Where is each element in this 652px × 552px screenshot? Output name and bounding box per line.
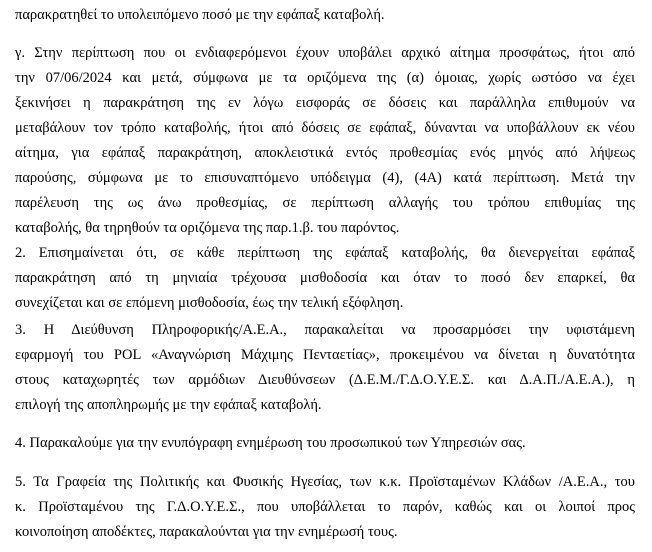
paragraph-line: παρούσης, σύμφωνα με το επισυναπτόμενο υπόδειγμα (4), (4Α) κατά περίπτωση. Μετά την (15, 170, 635, 186)
paragraph-line: παρακρατηθεί το υπολειπόμενο ποσό με την εφάπαξ καταβολή. (15, 7, 385, 23)
paragraph-line: αίτημα, για εφάπαξ παρακράτηση, αποκλειστικά εντός προθεσμίας ενός μηνός από λήψεως (15, 145, 635, 161)
paragraph-item-3 (15, 318, 635, 418)
paragraph-line: 2. Επισημαίνεται ότι, σε κάθε περίπτωση της εφάπαξ καταβολής, θα διενεργείται εφάπαξ (15, 245, 635, 261)
paragraph-line: κ. Προϊσταμένου της Γ.Δ.Ο.Υ.Ε.Σ., που υποβάλλεται το παρόν, καθώς και οι λοιποί προς (15, 499, 635, 515)
paragraph-line: παρέλευση της ως άνω προθεσμίας, σε περίπτωση αλλαγής του τρόπου επιθυμίας της (15, 195, 635, 211)
paragraph-item-c (15, 41, 635, 241)
paragraph-item-4 (15, 431, 635, 456)
paragraph-line: στους καταχωρητές των αρμόδιων Διευθύνσεων (Δ.Ε.Μ./Γ.Δ.Ο.Υ.Ε.Σ. και Δ.Α.Π./Α.Ε.Α.), η (15, 372, 635, 388)
paragraph-line: μεταβάλουν τον τρόπο καταβολής, ήτοι από δόσεις σε εφάπαξ, δύνανται να υποβάλλουν εκ νέου (15, 120, 635, 136)
paragraph-line: παρακράτηση από τη μηνιαία τρέχουσα μισθοδοσία και όταν το ποσό δεν επαρκεί, θα (15, 270, 635, 286)
paragraph-line: κοινοποίηση αποδέκτες, παρακαλούνται για την ενημέρωσή τους. (15, 524, 398, 540)
paragraph-line: καταβολής, θα τηρηθούν τα οριζόμενα της παρ.1.β. του παρόντος. (15, 220, 400, 236)
paragraph-line: 5. Τα Γραφεία της Πολιτικής και Φυσικής Ηγεσίας, των κ.κ. Προϊσταμένων Κλάδων /Α.Ε.Α., του (15, 474, 635, 490)
paragraph-intro-tail (15, 3, 635, 28)
paragraph-line: συνεχίζεται και σε επόμενη μισθοδοσία, έως την τελική εξόφληση. (15, 295, 404, 311)
paragraph-line: 4. Παρακαλούμε για την ενυπόγραφη ενημέρωση του προσωπικού των Υπηρεσιών σας. (15, 435, 526, 451)
paragraph-line: 3. Η Διεύθυνση Πληροφορικής/Α.Ε.Α., παρακαλείται να προσαρμόσει την υφιστάμενη (15, 322, 635, 338)
paragraph-item-5 (15, 470, 635, 545)
paragraph-line: ξεκινήσει η παρακράτηση της εν λόγω εισφοράς σε δόσεις και παράλληλα επιθυμούν να (15, 95, 635, 111)
paragraph-line: εφαρμογή του POL «Αναγνώριση Μάχιμης Πενταετίας», προκειμένου να δίνεται η δυνατότητα (15, 347, 635, 363)
paragraph-item-2 (15, 241, 635, 316)
paragraph-line: την 07/06/2024 και μετά, σύμφωνα με τα οριζόμενα της (α) όμοιας, χωρίς ωστόσο να έχει (15, 70, 635, 86)
paragraph-line: επιλογή της αποπληρωμής με την εφάπαξ καταβολή. (15, 397, 322, 413)
paragraph-line: γ. Στην περίπτωση που οι ενδιαφερόμενοι έχουν υποβάλει αρχικό αίτημα προσφάτως, ήτοι από (15, 45, 635, 61)
